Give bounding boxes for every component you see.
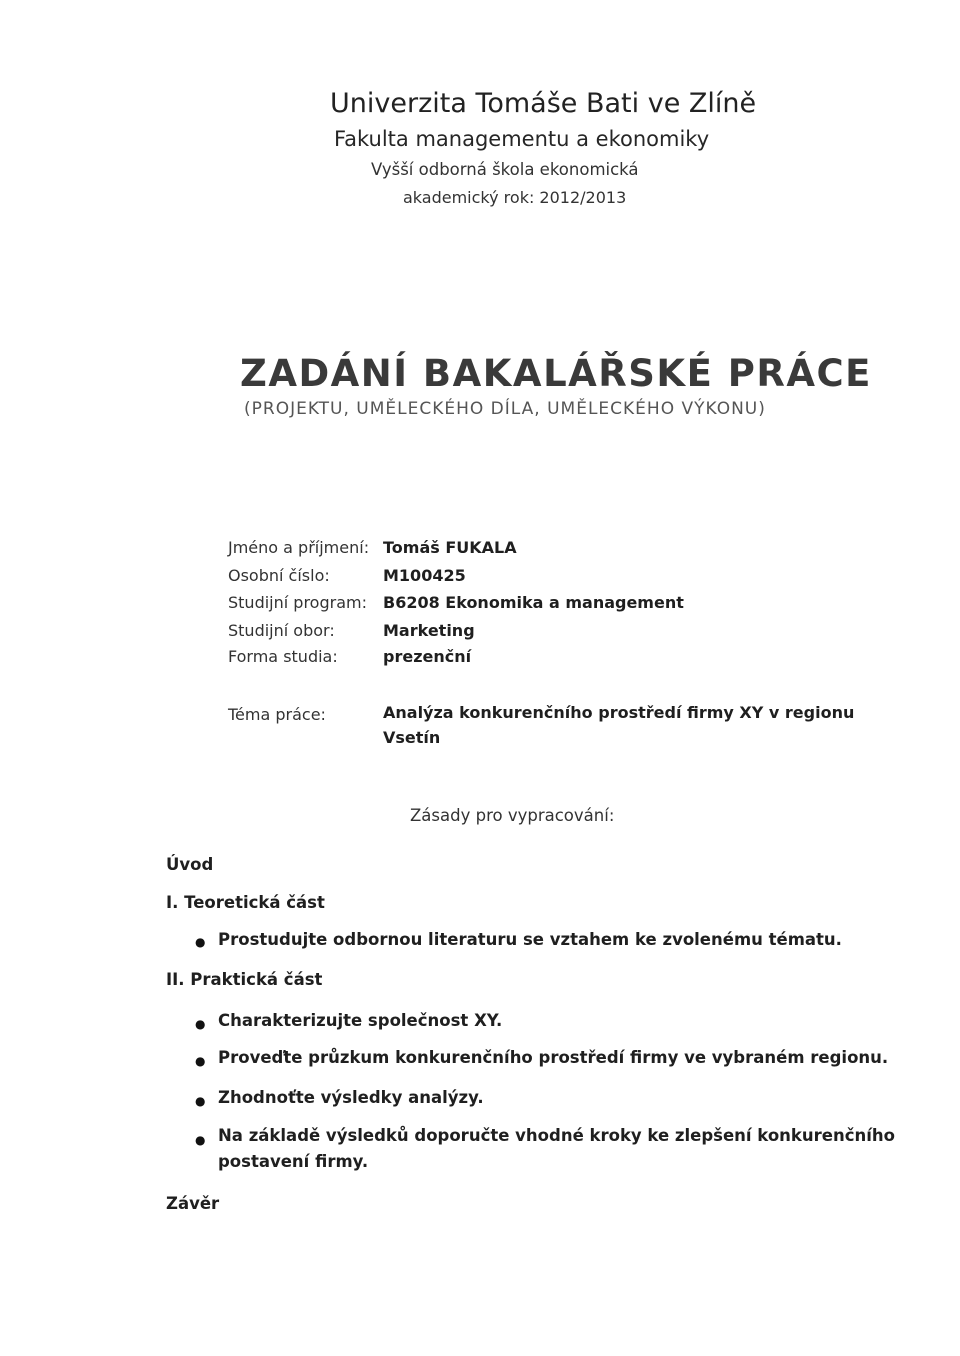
personal-number-value: M100425 bbox=[383, 566, 466, 585]
section-intro: Úvod bbox=[166, 855, 214, 874]
bullet-icon: ● bbox=[195, 935, 206, 949]
study-program-value: B6208 Ekonomika a management bbox=[383, 593, 684, 612]
study-field-label: Studijní obor: bbox=[228, 621, 335, 640]
section-theoretical: I. Teoretická část bbox=[166, 893, 325, 912]
bullet-icon: ● bbox=[195, 1054, 206, 1068]
bullet-icon: ● bbox=[195, 1017, 206, 1031]
bullet-icon: ● bbox=[195, 1094, 206, 1108]
topic-value-line1: Analýza konkurenčního prostředí firmy XY v regionu bbox=[383, 703, 855, 722]
study-form-value: prezenční bbox=[383, 647, 472, 666]
school-name: Vyšší odborná škola ekonomická bbox=[371, 160, 639, 179]
bullet-icon: ● bbox=[195, 1133, 206, 1147]
document-subtitle: (PROJEKTU, UMĚLECKÉHO DÍLA, UMĚLECKÉHO VÝKONU) bbox=[244, 399, 766, 419]
university-name: Univerzita Tomáše Bati ve Zlíně bbox=[330, 88, 757, 119]
topic-label: Téma práce: bbox=[228, 705, 326, 724]
section-practical: II. Praktická část bbox=[166, 970, 323, 989]
list-item: Proveďte průzkum konkurenčního prostředí firmy ve vybraném regionu. bbox=[218, 1048, 889, 1067]
name-value: Tomáš FUKALA bbox=[383, 538, 517, 557]
topic-value-line2: Vsetín bbox=[383, 728, 441, 747]
study-field-value: Marketing bbox=[383, 621, 475, 640]
section-conclusion: Závěr bbox=[166, 1194, 220, 1213]
list-item: Zhodnoťte výsledky analýzy. bbox=[218, 1088, 484, 1107]
list-item: Charakterizujte společnost XY. bbox=[218, 1011, 503, 1030]
faculty-name: Fakulta managementu a ekonomiky bbox=[334, 127, 710, 151]
academic-year: akademický rok: 2012/2013 bbox=[403, 188, 627, 207]
list-item: Na základě výsledků doporučte vhodné kroky ke zlepšení konkurenčního bbox=[218, 1126, 895, 1145]
study-program-label: Studijní program: bbox=[228, 593, 367, 612]
list-item: Prostudujte odbornou literaturu se vztahem ke zvolenému tématu. bbox=[218, 930, 842, 949]
study-form-label: Forma studia: bbox=[228, 647, 338, 666]
document-title: ZADÁNÍ BAKALÁŘSKÉ PRÁCE bbox=[240, 352, 872, 395]
list-item-continuation: postavení firmy. bbox=[218, 1152, 369, 1171]
guidelines-heading: Zásady pro vypracování: bbox=[410, 806, 615, 825]
personal-number-label: Osobní číslo: bbox=[228, 566, 330, 585]
name-label: Jméno a příjmení: bbox=[228, 538, 370, 557]
